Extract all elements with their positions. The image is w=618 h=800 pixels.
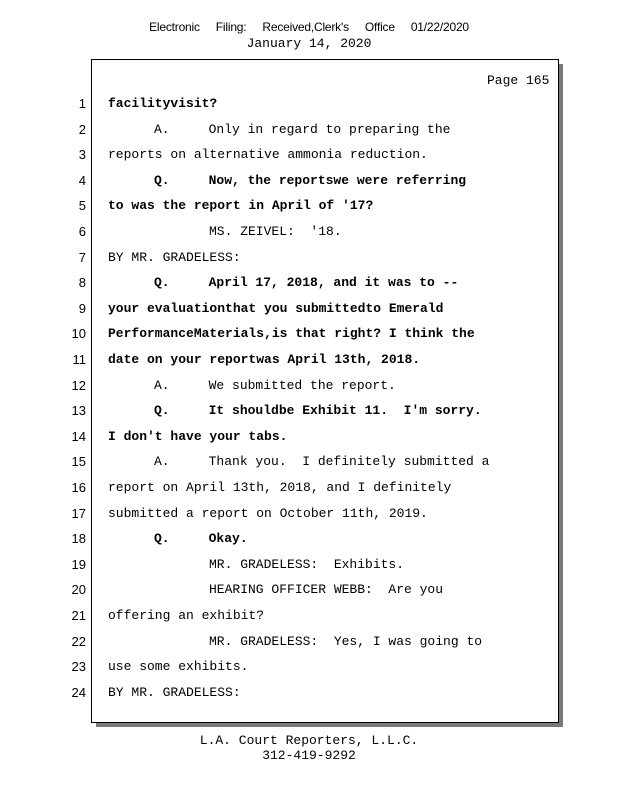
e-filing-stamp bbox=[0, 20, 618, 34]
line-number: 2 bbox=[78, 121, 86, 137]
stamp-part: 01/22/2020 bbox=[410, 20, 469, 34]
line-number: 16 bbox=[71, 480, 86, 495]
line-number: 13 bbox=[71, 403, 86, 419]
transcript-line: MR. GRADELESS: Yes, I was going to bbox=[209, 633, 483, 649]
transcript-line: I don't have your tabs. bbox=[108, 428, 288, 444]
line-number: 20 bbox=[71, 582, 86, 598]
line-number: 9 bbox=[78, 300, 86, 316]
transcript-line: submitted a report on October 11th, 2019. bbox=[108, 505, 428, 521]
line-number: 4 bbox=[78, 172, 86, 188]
line-number: 10 bbox=[71, 326, 86, 342]
line-number: 15 bbox=[71, 454, 86, 470]
line-number: 23 bbox=[71, 659, 86, 675]
transcript-line: your evaluationthat you submittedto Emerald bbox=[108, 300, 444, 316]
transcript-line: A. We submitted the report. bbox=[154, 377, 396, 393]
line-number: 11 bbox=[72, 352, 86, 367]
stamp-part: Office bbox=[364, 20, 395, 34]
transcript-line: A. Only in regard to preparing the bbox=[154, 121, 451, 137]
transcript-line: A. Thank you. I definitely submitted a bbox=[154, 454, 490, 470]
transcript-line: Q. Okay. bbox=[154, 531, 248, 547]
transcript-line: date on your reportwas April 13th, 2018. bbox=[108, 352, 421, 367]
line-number: 12 bbox=[71, 377, 86, 393]
line-number: 5 bbox=[78, 198, 86, 214]
reporter-company: L.A. Court Reporters, L.L.C. bbox=[199, 733, 419, 748]
transcript-line: PerformanceMaterials,is that right? I think the bbox=[108, 326, 475, 342]
stamp-part: Received,Clerk's bbox=[262, 20, 349, 34]
line-number: 24 bbox=[71, 684, 86, 700]
stamp-part: Electronic bbox=[149, 20, 200, 34]
transcript-line: BY MR. GRADELESS: bbox=[108, 249, 241, 265]
line-number: 8 bbox=[78, 275, 86, 291]
transcript-date: January 14, 2020 bbox=[246, 36, 372, 51]
page-number: Page 165 bbox=[487, 73, 550, 88]
transcript-line: report on April 13th, 2018, and I definitely bbox=[108, 480, 452, 495]
line-number: 14 bbox=[71, 428, 86, 444]
transcript-line: Q. April 17, 2018, and it was to -- bbox=[154, 275, 459, 291]
transcript-line: MS. ZEIVEL: '18. bbox=[209, 224, 342, 239]
transcript-line: Q. It shouldbe Exhibit 11. I'm sorry. bbox=[154, 403, 482, 419]
line-number: 17 bbox=[71, 505, 86, 521]
reporter-phone: 312-419-9292 bbox=[262, 748, 356, 763]
transcript-line: BY MR. GRADELESS: bbox=[108, 684, 241, 700]
line-number: 22 bbox=[71, 633, 86, 649]
transcript-line: Q. Now, the reportswe were referring bbox=[154, 172, 467, 188]
line-number: 19 bbox=[71, 556, 86, 572]
line-number: 7 bbox=[78, 249, 86, 265]
transcript-line: HEARING OFFICER WEBB: Are you bbox=[209, 582, 444, 598]
transcript-line: use some exhibits. bbox=[108, 659, 249, 675]
line-number: 18 bbox=[71, 531, 86, 547]
transcript-line: offering an exhibit? bbox=[108, 608, 265, 623]
transcript-line: to was the report in April of '17? bbox=[108, 198, 374, 214]
line-number: 3 bbox=[78, 147, 86, 163]
line-number: 21 bbox=[71, 608, 86, 623]
line-number: 1 bbox=[78, 96, 86, 111]
transcript-line: MR. GRADELESS: Exhibits. bbox=[209, 556, 405, 572]
line-number: 6 bbox=[78, 224, 86, 239]
transcript-line: facilityvisit? bbox=[108, 96, 218, 111]
stamp-part: Filing: bbox=[215, 20, 247, 34]
transcript-line: reports on alternative ammonia reduction. bbox=[108, 147, 428, 163]
